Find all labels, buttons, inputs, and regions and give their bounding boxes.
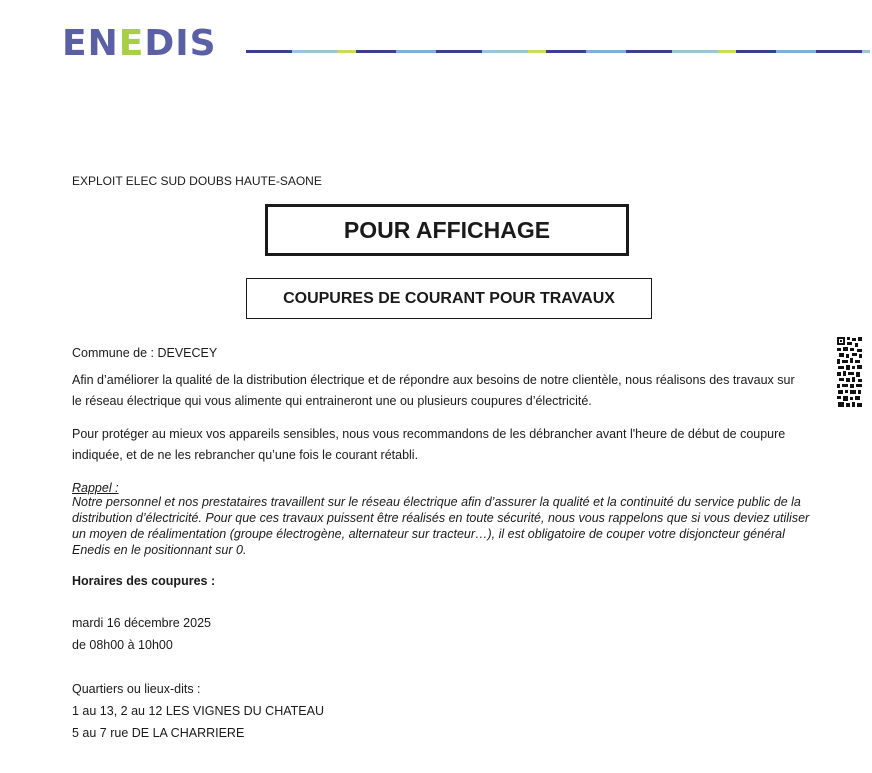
intro-paragraph: Afin d’améliorer la qualité de la distribution électrique et de répondre aux besoins de notre clientèle, nous réalisons des travaux sur le réseau électrique qui vous alimente qui entraineront une ou plusieurs coupures d’électricité. xyxy=(72,373,795,408)
document-subtitle: COUPURES DE COURANT POUR TRAVAUX xyxy=(283,289,615,307)
enedis-logo xyxy=(62,24,217,64)
subtitle-box xyxy=(246,278,652,319)
outage-date: mardi 16 décembre 2025 xyxy=(72,616,211,630)
qr-code-icon xyxy=(837,337,862,407)
document-title: POUR AFFICHAGE xyxy=(343,216,551,243)
header-divider-line xyxy=(246,50,870,53)
rappel-label: Rappel : xyxy=(72,481,119,495)
organization-name: EXPLOIT ELEC SUD DOUBS HAUTE-SAONE xyxy=(72,174,322,188)
horaires-heading: Horaires des coupures : xyxy=(72,574,216,588)
quartier-item: 1 au 13, 2 au 12 LES VIGNES DU CHATEAU xyxy=(72,704,324,718)
logo-part-3: DIS xyxy=(144,23,217,64)
logo-part-1: EN xyxy=(62,23,119,64)
commune-line: Commune de : DEVECEY xyxy=(72,346,218,360)
advice-paragraph: Pour protéger au mieux vos appareils sensibles, nous vous recommandons de les débrancher avant l'heure de début de coupure indiquée, et de ne les rebrancher qu’une fois le courant rétabli. xyxy=(72,427,786,462)
outage-time: de 08h00 à 10h00 xyxy=(72,638,173,652)
logo-part-2: E xyxy=(118,23,145,64)
quartier-item: 5 au 7 rue DE LA CHARRIERE xyxy=(72,726,245,740)
title-box xyxy=(265,204,629,256)
quartiers-heading: Quartiers ou lieux-dits : xyxy=(72,682,201,696)
rappel-paragraph: Notre personnel et nos prestataires travaillent sur le réseau électrique afin d’assurer la qualité et la continuité du service public de la distribution d’électricité. Pour que ces travaux puissent être réalisés en toute sécurité, nous vous rappelons que si vous deviez utiliser un moyen de réalimentation (groupe électrogène, alternateur sur tracteur…), il est obligatoire de couper votre disjoncteur général Enedis en le positionnant sur 0. xyxy=(72,495,810,557)
